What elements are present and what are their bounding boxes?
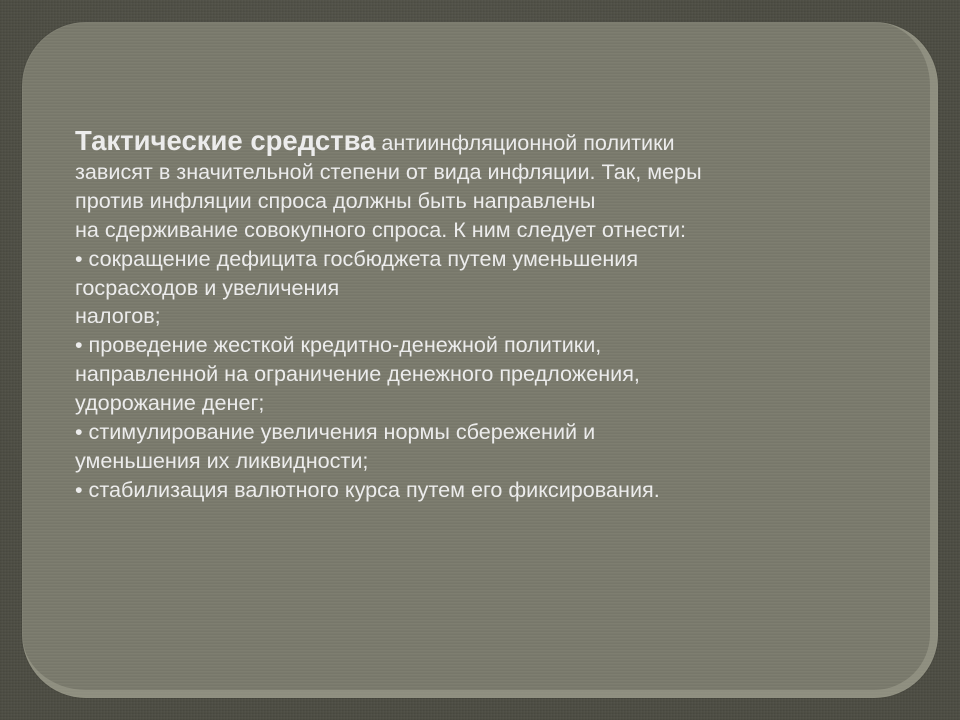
lead-bold-text: Тактические средства: [75, 125, 376, 156]
bullet-line: • проведение жесткой кредитно-денежной политики,: [75, 332, 602, 358]
bullet-line: • стимулирование увеличения нормы сбережений и: [75, 419, 596, 445]
body-line: удорожание денег;: [75, 390, 265, 416]
lead-rest-text: антиинфляционной политики: [375, 130, 675, 155]
body-line: зависят в значительной степени от вида инфляции. Так, меры: [75, 158, 702, 184]
lead-line: [75, 127, 875, 158]
body-line: уменьшения их ликвидности;: [75, 447, 369, 473]
bullet-line: • стабилизация валютного курса путем его фиксирования.: [75, 476, 660, 502]
body-line: налогов;: [75, 303, 161, 329]
body-line: против инфляции спроса должны быть направлены: [75, 187, 596, 213]
body-line: госрасходов и увеличения: [75, 274, 340, 300]
body-line: на сдерживание совокупного спроса. К ним следует отнести:: [75, 216, 687, 242]
slide-text: [75, 127, 875, 505]
bullet-line: • сокращение дефицита госбюджета путем уменьшения: [75, 245, 639, 271]
body-line: направленной на ограничение денежного предложения,: [75, 361, 640, 387]
